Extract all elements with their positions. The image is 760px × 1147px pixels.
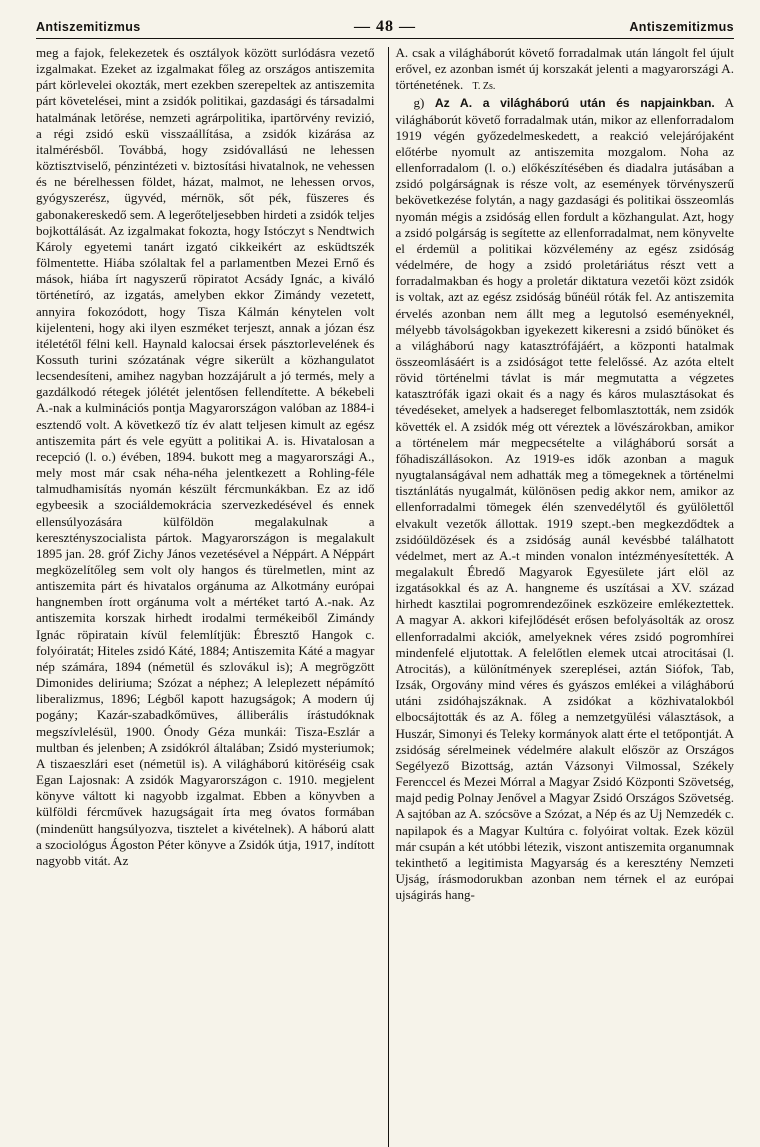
left-column	[36, 45, 385, 903]
left-column-text: meg a fajok, felekezetek és osztályok között surlódásra vezető izgalmakat. Ezeket az izgalmakat főleg az országos antiszemita párt körlevelei okozták, mert ezekben szerepeltek az antiszemita párt követelései, mint a zsidók politikai, gazdasági és társadalmi hatalmának letörése, nemzeti agrárpolitika, ipartörvény revizió, a régi zsidó eskü visszaállítása, a zsidók kizárása az italmérésből. Továbbá, hogy zsidóvallású ne lehessen köztisztviselő, pénzintézeti v. biztosítási hivatalnok, ne vehessen és ne bérelhessen földet, házat, malmot, ne lehessen orvos, gyógyszerész, ügyvéd, mérnök, sőt pék, füszeres és gabonakereskedő sem. A legerőteljesebben hirdeti a zsidók teljes bojkottálását. Az izgalmakat fokozta, hogy Istóczyt s Nendtwich Károly egyetemi tanárt izgató cikkeikért az esküdtszék fölmentette. Hiába szólaltak fel a parlamentben Mezei Ernő és mások, hiába írt nagyszerű röpiratot Acsády Ignác, a kiváló történetíró, az izgatás, amelyben ekkor Zimándy vezetett, annyira fokozódott, hogy Tisza Kálmán kénytelen volt kijelenteni, hogy aki ilyen eszméket terjeszt, annak a józan ész itéletétől félni kell. Haynald kalocsai érsek pásztorlevelének és Kossuth turini szózatának végre sikerült a közhangulatot lecsendesíteni, amihez nagyban hozzájárult a jó termés, mely a gazdálkodó rétegek jólétét jelentősen fellendítette. A békebeli A.-nak a kulminációs pontja Magyarországon valóban az 1884-i esztendő volt. A következő tíz év alatt teljesen kimult az egész antiszemita párt és vele együtt a politikai A. is. Hivatalosan a recepció (l. o.) évében, 1894. bukott meg a magyarországi A., mely most már csak néha-néha jelentkezett a Rohling-féle talmudhamisítás nyomán készült fércmunkákban. Ez az idő egybeesik a szociáldemokrácia szervezkedésével és ennek ellensúlyozására külföldön megalakulnak a keresztényszocialista pártok. Magyarországon is megalakult 1895 jan. 28. gróf Zichy János vezetésével a Néppárt. A Néppárt megközelítőleg sem volt oly hangos és türelmetlen, mint az antiszemita párt és hivatalos orgánuma az Alkotmány európai hangnemben írott orgánuma volt a mértéket tartó A.-nak. Az antiszemita korszak hirhedt irodalmi termékeiből Zimándy Ignác röpiratain kívül felemlítjük: Ébresztő Hangok c. folyóiratát; Hiteles zsidó Káté, 1884; Antiszemita Káté a magyar nép számára, 1894 (németül és szlovákul is); A megrögzött Dimonides deliriuma; Szózat a néphez; A leleplezett népámító liberalizmus, 1896; Légből kapott hazugságok; A modern új pogány; Kazár-szabadkőmüves, álliberális írástudóknak megszívlelésül, 1900. Ónody Géza munkái: Tisza-Eszlár a multban és jelenben; A zsidókról általában; Zsidó mysteriumok; A tiszaeszlári eset (németül is). A világháború kitöréséig csak Egan Lajosnak: A zsidók Magyarországon c. 1910. megjelent könyve váltott ki nagyobb izgalmat. Ebben a könyvben a külföldi fércművek hazugságait írta meg óvatos formában (mindenütt hangsúlyozva, tisztelet a kivételnek). A háború alatt a szociológus Ágoston Péter könyve a Zsidók útja, 1917, indított nagyobb vitát. Az	[36, 45, 375, 868]
page-number: — 48 —	[354, 18, 416, 35]
section-label: g)	[413, 95, 425, 111]
header-left-title: Antiszemitizmus	[36, 20, 141, 34]
author-signature: T. Zs.	[472, 81, 496, 93]
column-divider	[388, 47, 389, 1147]
section-title: Az A. a világháború után és napjainkban.	[434, 96, 715, 111]
section-body: A világháborút követő forradalmak után, mikor az ellenforradalom 1919 végén győzedelmeskedett, a reakció velejárójaként előtérbe nyomult az antiszemita mozgalom. Noha az ellenforradalom (l. o.) előkészítésében és diadalra jutásában a zsidó polgárságnak is része volt, az események törvényszerű bekövetkezése folytán, a nagy gazdasági és politikai összeomlás nyomán mégis a zsidóság ellen fordult a közhangulat. Azt, hogy a zsidó polgárság is segítette az ellenforradalmat, nem könyvelte el érdemül a politikai közvélemény az egész zsidóság védelmére, de hogy a zsidó proletáriátus részt vett a forradalmakban és hogy a proletár diktatura vezetői közt zsidók is voltak, azt az egész zsidóság bűnéül róták fel. Az antiszemita érvelés azonban nem állt meg a legutolsó eseményeknél, mélyebb távolságokban igyekezett kikeresni a zsidó bűnöket és a világháború nagy katasztrófájáért, a központi hatalmak összeomlásáért is a zsidóságot tette felelőssé. Az azóta eltelt rövid történelmi távlat is már megmutatta a végzetes katasztrófák igazi okait és a nagy és káros mulasztásokat és tévedéseket, amelyek a hadsereget felbomlasztották, nem zsidók követték el. A zsidók még ott véreztek a lövészárokban, amikor a történelem már megpecsételte a világháború sorsát a főhadiszállásokon. Az 1919-es idők azonban a maguk nyugtalanságával nem adhatták meg a tömegeknek a történelmi tisztánlátás nyugalmát, különösen pedig akkor nem, amikor az ellenforradalmi tömegek élén szenvedélytől és gyülölettől elvakult vezetők állottak. 1919 szept.-ben megkezdődtek a zsidóüldözések és a zsidóság aunál kevésbbé találhatott védelmet, mert az A.-t minden vonalon intézményesítették. A megalakult Ébredő Magyarok Egyesülete járt elöl az izgatásokkal és az A. hangneme és uszításai a XV. század hirhedt kasztilai pogromrendezőinek eszközeire emlékeztettek. A magyar A. akkori kifejlődését erősen befolyásolták az orosz ellenforradalmi akciók, amelyeknek véres zsidó pogromhírei mindenfelé eljutottak. A felelőtlen elemek utcai atrocitásai (l. Atrocitás), a különítmények szereplései, aztán Siófok, Tab, Izsák, Orgovány mind véres és gyászos emlékei a világháború utáni zsidóhajszáknak. A zsidókat a közhivatalokból elbocsájtották és az A. főleg a nemzetgyülési választások, a Huszár, Simonyi és Teleky kormányok alatt érte el tetőpontját. A zsidóság sérelmeinek védelmére alakult először az Országos Segélyező Bizottság, aztán Vázsonyi Vilmossal, Székely Ferenccel és Mezei Mórral a Magyar Zsidó Központi Szövetség, majd pedig Polnay Jenővel a Magyar Zsidó Országos Szövetség. A sajtóban az A. szócsöve a Szózat, a Nép és az Uj Nemzedék c. napilapok és a Magyar Kultúra c. folyóirat voltak. Ezek közül már csupán a két utóbbi létezik, viszont antiszemita organumnak tekinthető a legitimista Magyarság és a keresztény Nemzeti Ujság, írásmodorukban azonban nem térnek el az európai ujságirás hang-	[395, 95, 735, 903]
intro-text: A. csak a világháborút követő forradalmak után lángolt fel újult erővel, ez azonban ismét új korszakát jelenti a magyarországi A. történetének.	[395, 45, 734, 93]
two-column-body	[36, 45, 734, 903]
running-header	[36, 18, 734, 39]
right-column	[385, 45, 735, 903]
header-right-title: Antiszemitizmus	[629, 20, 734, 34]
